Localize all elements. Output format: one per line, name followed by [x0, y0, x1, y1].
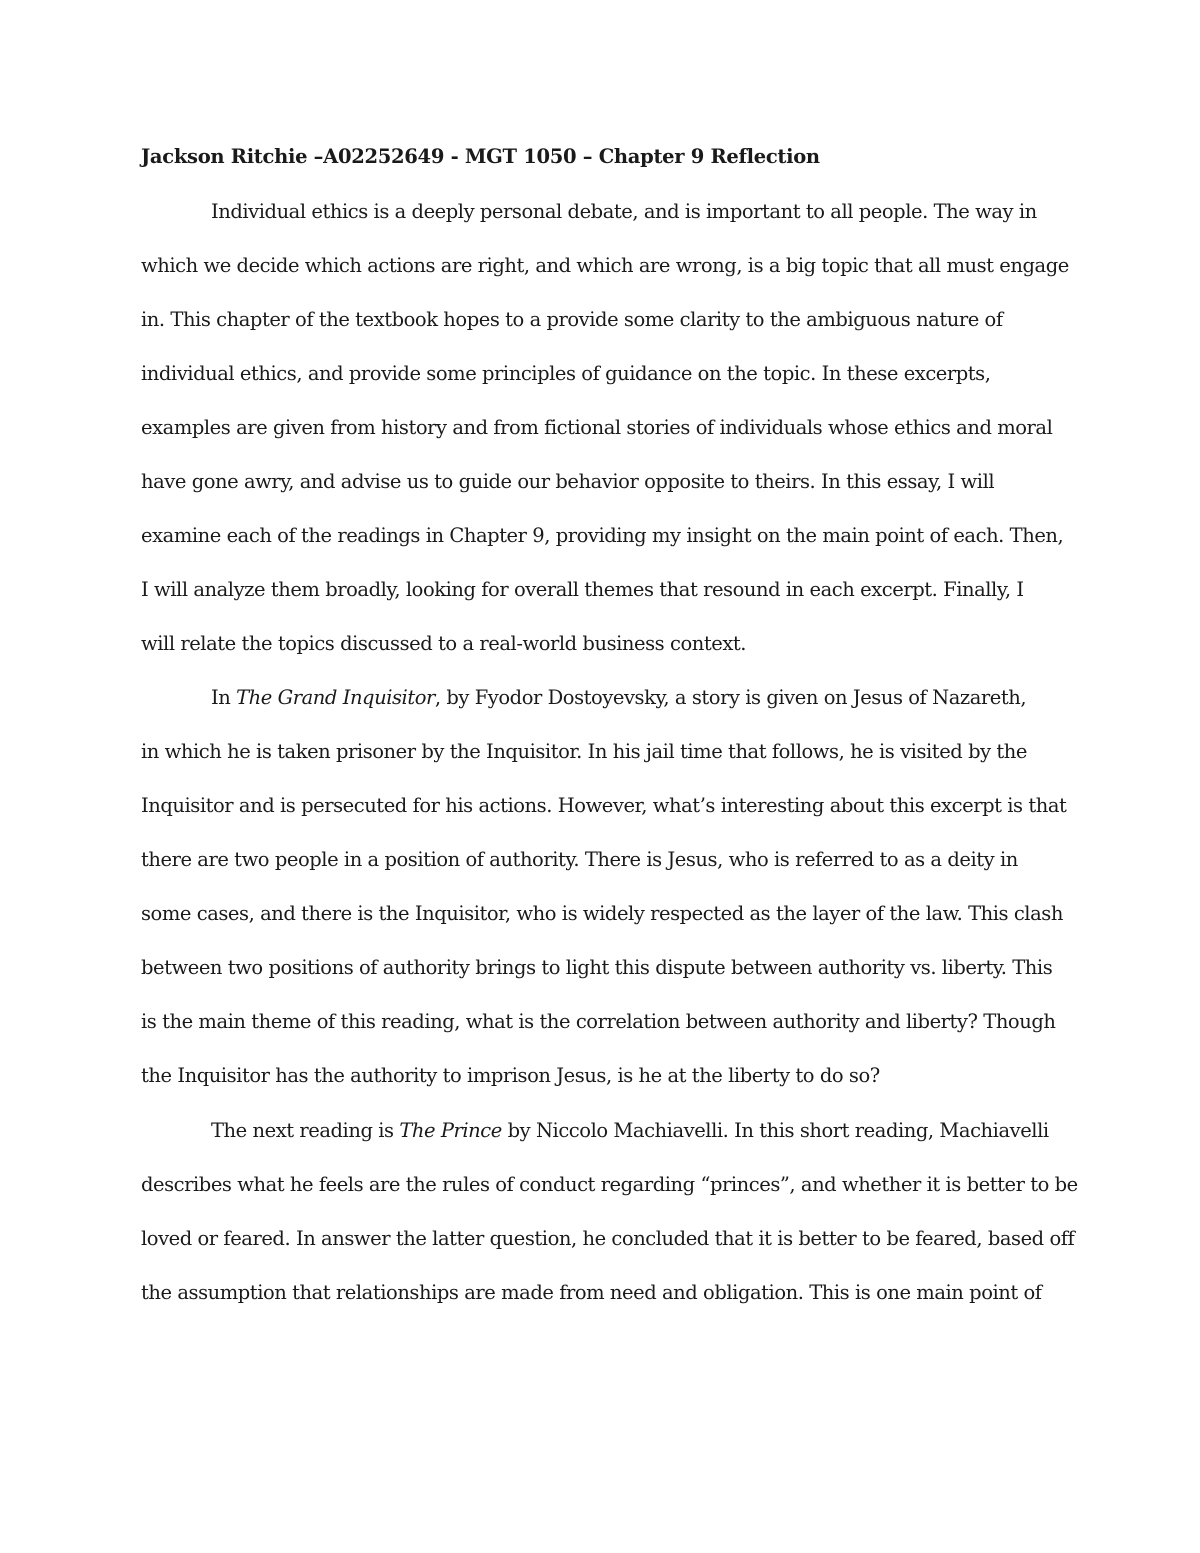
paragraph-3-intro: The next reading is — [211, 1119, 400, 1142]
paragraph-1-line: Individual ethics is a deeply personal debate, and is important to all people. The way in — [211, 200, 1037, 223]
paragraph-2-line: Inquisitor and is persecuted for his actions. However, what’s interesting about this excerpt is that — [141, 794, 1067, 817]
paragraph-2-intro-rest: , by Fyodor Dostoyevsky, a story is given on Jesus of Nazareth, — [434, 686, 1027, 709]
paragraph-2-line: the Inquisitor has the authority to imprison Jesus, is he at the liberty to do so? — [141, 1064, 880, 1087]
paragraph-2-first-line — [211, 684, 1026, 712]
paragraph-2-line: in which he is taken prisoner by the Inquisitor. In his jail time that follows, he is visited by the — [141, 740, 1028, 763]
paragraph-2-line: some cases, and there is the Inquisitor, who is widely respected as the layer of the law. This clash — [141, 902, 1063, 925]
paragraph-1-line: which we decide which actions are right, and which are wrong, is a big topic that all must engage — [141, 254, 1069, 277]
paragraph-2-intro: In — [211, 686, 237, 709]
paragraph-1-line: examine each of the readings in Chapter 9, providing my insight on the main point of each. Then, — [141, 524, 1064, 547]
paragraph-3-line: the assumption that relationships are made from need and obligation. This is one main point of — [141, 1281, 1042, 1304]
paragraph-3-line: loved or feared. In answer the latter question, he concluded that it is better to be feared, based off — [141, 1227, 1075, 1250]
paragraph-1-line: I will analyze them broadly, looking for overall themes that resound in each excerpt. Finally, I — [141, 578, 1024, 601]
paragraph-1-line: examples are given from history and from fictional stories of individuals whose ethics and moral — [141, 416, 1053, 439]
paragraph-2-line: is the main theme of this reading, what is the correlation between authority and liberty? Though — [141, 1010, 1056, 1033]
paragraph-3-line: describes what he feels are the rules of conduct regarding “princes”, and whether it is better to be — [141, 1173, 1078, 1196]
paragraph-3-intro-rest: by Niccolo Machiavelli. In this short reading, Machiavelli — [501, 1119, 1049, 1142]
book-title-grand-inquisitor: The Grand Inquisitor — [236, 686, 435, 709]
paragraph-2-line: there are two people in a position of authority. There is Jesus, who is referred to as a deity in — [141, 848, 1018, 871]
document-title: Jackson Ritchie –A02252649 - MGT 1050 – Chapter 9 Reflection — [141, 145, 820, 168]
paragraph-1-line: have gone awry, and advise us to guide our behavior opposite to theirs. In this essay, I will — [141, 470, 995, 493]
paragraph-3-first-line — [211, 1117, 1049, 1145]
paragraph-1-line: individual ethics, and provide some principles of guidance on the topic. In these excerpts, — [141, 362, 991, 385]
paragraph-1-line: in. This chapter of the textbook hopes to a provide some clarity to the ambiguous nature of — [141, 308, 1003, 331]
paragraph-1-line: will relate the topics discussed to a real-world business context. — [141, 632, 747, 655]
book-title-the-prince: The Prince — [399, 1119, 502, 1142]
paragraph-2-line: between two positions of authority brings to light this dispute between authority vs. liberty. This — [141, 956, 1053, 979]
